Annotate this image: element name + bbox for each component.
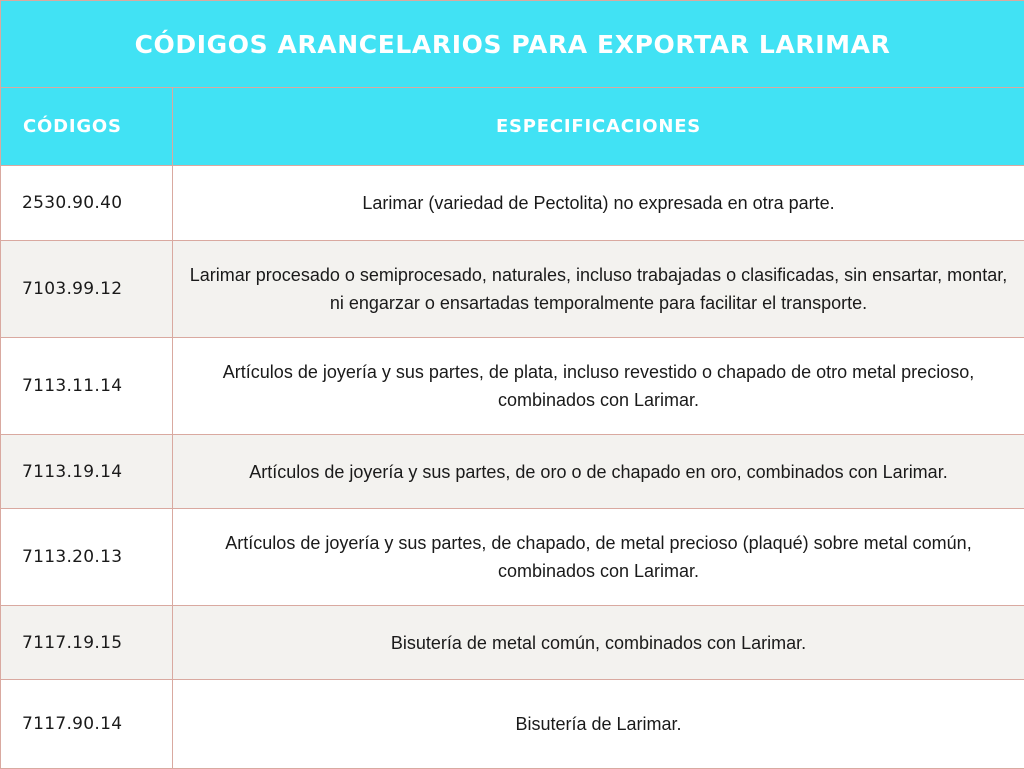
- column-header-specs: ESPECIFICACIONES: [173, 88, 1024, 166]
- tariff-code: 7113.11.14: [1, 338, 173, 435]
- title-row: [1, 1, 1024, 88]
- table-title: CÓDIGOS ARANCELARIOS PARA EXPORTAR LARIMAR: [1, 1, 1024, 88]
- tariff-code: 7117.90.14: [1, 680, 173, 769]
- tariff-specification: Artículos de joyería y sus partes, de oro o de chapado en oro, combinados con Larimar.: [173, 435, 1024, 509]
- tariff-specification: Larimar procesado o semiprocesado, naturales, incluso trabajadas o clasificadas, sin ensartar, montar, ni engarzar o ensartadas temporalmente para facilitar el transporte.: [173, 241, 1024, 338]
- tariff-code: 7103.99.12: [1, 241, 173, 338]
- tariff-specification: Artículos de joyería y sus partes, de chapado, de metal precioso (plaqué) sobre metal común, combinados con Larimar.: [173, 509, 1024, 606]
- tariff-specification: Larimar (variedad de Pectolita) no expresada en otra parte.: [173, 166, 1024, 241]
- table-row: [1, 509, 1024, 606]
- table-row: [1, 338, 1024, 435]
- header-row: [1, 88, 1024, 166]
- table-row: [1, 680, 1024, 769]
- tariff-code: 2530.90.40: [1, 166, 173, 241]
- tariff-code: 7113.20.13: [1, 509, 173, 606]
- tariff-specification: Bisutería de metal común, combinados con Larimar.: [173, 606, 1024, 680]
- table-row: [1, 166, 1024, 241]
- tariff-code: 7113.19.14: [1, 435, 173, 509]
- table-row: [1, 241, 1024, 338]
- table-row: [1, 606, 1024, 680]
- tariff-specification: Artículos de joyería y sus partes, de plata, incluso revestido o chapado de otro metal precioso, combinados con Larimar.: [173, 338, 1024, 435]
- column-header-codes: CÓDIGOS: [1, 88, 173, 166]
- table-row: [1, 435, 1024, 509]
- tariff-code: 7117.19.15: [1, 606, 173, 680]
- tariff-specification: Bisutería de Larimar.: [173, 680, 1024, 769]
